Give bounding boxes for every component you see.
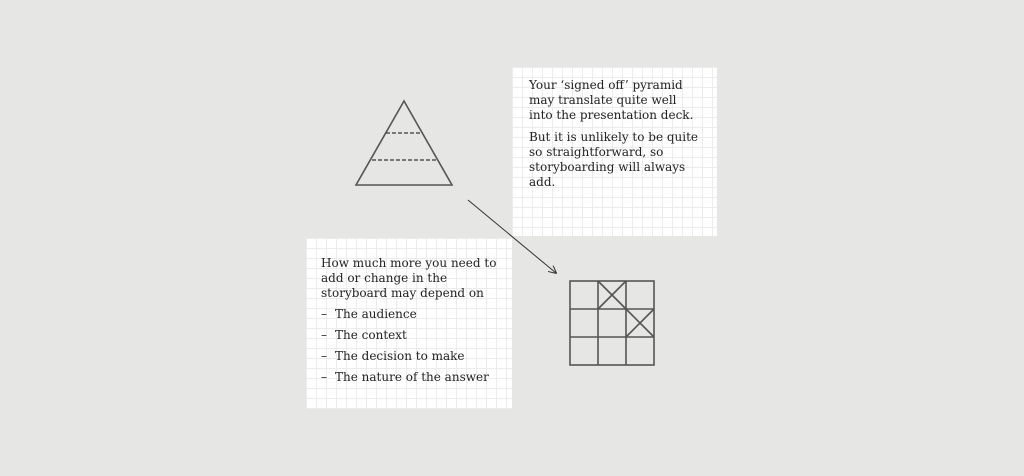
bullet-dash: – [321, 370, 327, 384]
list-item [321, 307, 498, 322]
factor-label: The audience [335, 307, 417, 321]
list-item [321, 370, 498, 385]
list-item [321, 328, 498, 343]
factor-label: The nature of the answer [335, 370, 489, 384]
factor-list [321, 307, 498, 385]
bullet-dash: – [321, 349, 327, 363]
pyramid-icon [356, 101, 452, 185]
factor-label: The context [335, 328, 407, 342]
factor-label: The decision to make [335, 349, 465, 363]
bullet-dash: – [321, 328, 327, 342]
note-paragraph-2: But it is unlikely to be quite so straightforward, so storyboarding will always add. [529, 130, 699, 189]
note-card-top [512, 67, 717, 236]
bullet-dash: – [321, 307, 327, 321]
note-card-bottom [306, 238, 512, 409]
list-item [321, 349, 498, 364]
note-intro: How much more you need to add or change in the storyboard may depend on [321, 256, 497, 300]
note-paragraph-1: Your ‘signed off’ pyramid may translate quite well into the presentation deck. [529, 78, 694, 122]
storyboard-grid-icon [570, 281, 654, 365]
